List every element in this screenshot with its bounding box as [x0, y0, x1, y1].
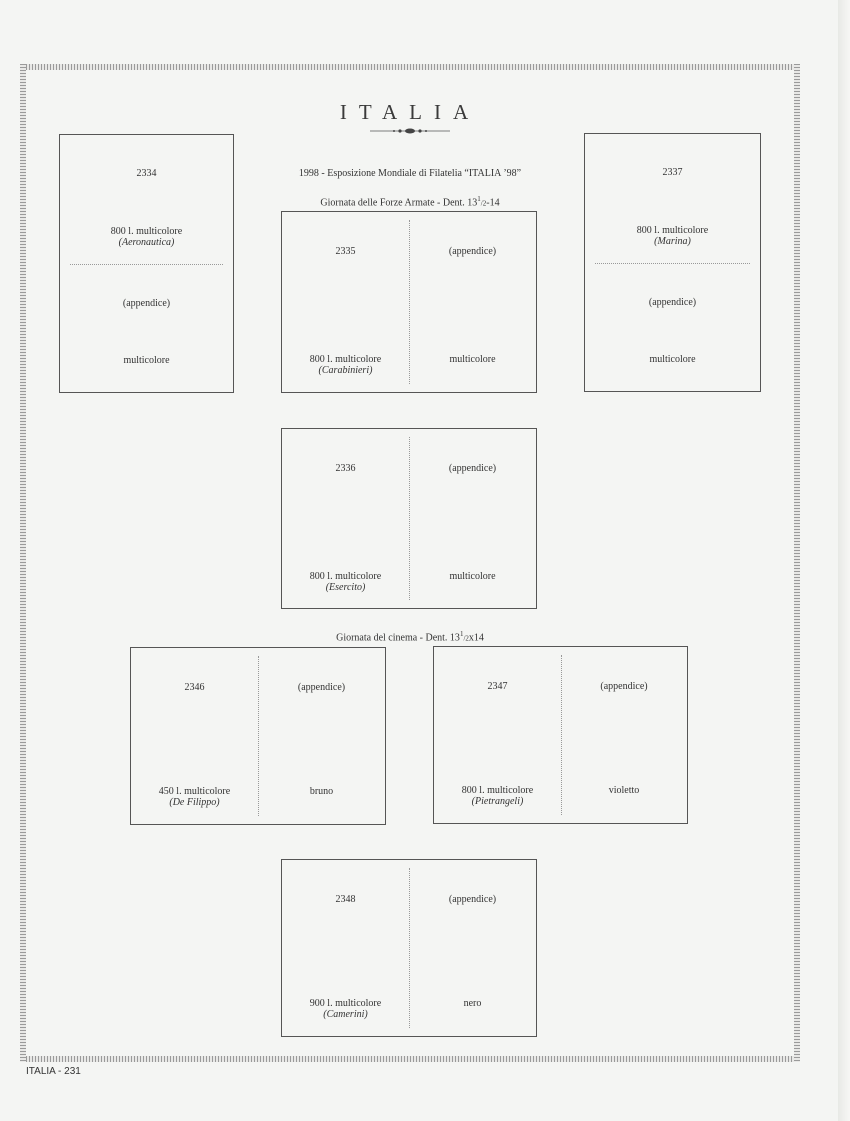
stamp-value: 900 l. multicolore (Camerini)	[282, 998, 409, 1020]
appendix-label: (appendice)	[448, 894, 497, 905]
appendix-color: multicolore	[123, 355, 170, 366]
stamp-slot-2348	[281, 859, 537, 1037]
frame-bottom	[20, 1056, 800, 1062]
stamp-value: 450 l. multicolore (De Filippo)	[131, 786, 258, 808]
stamp-subject: (De Filippo)	[169, 797, 220, 808]
stamp-number: 2334	[136, 168, 157, 179]
appendix-color: multicolore	[449, 354, 496, 365]
page-edge	[838, 0, 850, 1121]
stamp-slot-2347	[433, 646, 688, 824]
stamp-slot-2336	[281, 428, 537, 609]
heading-forze-armate: Giornata delle Forze Armate - Dent. $13^1/2-14$	[320, 195, 500, 209]
stamp-number: 2337	[662, 167, 683, 178]
stamp-subject: (Esercito)	[325, 582, 366, 593]
stamp-subject: (Carabinieri)	[318, 365, 373, 376]
stamp-slot-2334	[59, 134, 234, 393]
stamp-number: 2346	[184, 682, 205, 693]
divider	[595, 263, 750, 264]
heading-expo: 1998 - Esposizione Mondiale di Filatelia “ITALIA ’98”	[298, 168, 522, 179]
stamp-number: 2348	[335, 894, 356, 905]
stamp-slot-2337	[584, 133, 761, 392]
stamp-number: 2335	[335, 246, 356, 257]
stamp-subject: (Aeronautica)	[118, 237, 175, 248]
appendix-label: (appendice)	[297, 682, 346, 693]
stamp-subject: (Pietrangeli)	[471, 796, 524, 807]
appendix-label: (appendice)	[648, 297, 697, 308]
stamp-number: 2336	[335, 463, 356, 474]
stamp-value: 800 l. multicolore (Carabinieri)	[282, 354, 409, 376]
stamp-subject: (Marina)	[654, 236, 691, 247]
stamp-slot-2346	[130, 647, 386, 825]
stamp-value: 800 l. multicolore (Pietrangeli)	[434, 785, 561, 807]
appendix-label: (appendice)	[448, 463, 497, 474]
appendix-label: (appendice)	[448, 246, 497, 257]
heading-cinema: Giornata del cinema - Dent. $13^1/2x14$	[336, 630, 484, 644]
divider	[70, 264, 223, 265]
page-title: ITALIA	[339, 100, 481, 124]
appendix-color: violetto	[608, 785, 640, 796]
frame-right	[794, 64, 800, 1062]
stamp-value: 800 l. multicolore (Aeronautica)	[60, 226, 233, 248]
appendix-label: (appendice)	[600, 681, 648, 692]
stamp-number: 2347	[487, 681, 508, 692]
stamp-value: 800 l. multicolore (Esercito)	[282, 571, 409, 593]
frame-top	[20, 64, 800, 70]
appendix-color: multicolore	[449, 571, 496, 582]
frame-left	[20, 64, 26, 1062]
appendix-label: (appendice)	[122, 298, 171, 309]
stamp-value: 800 l. multicolore (Marina)	[585, 225, 760, 247]
appendix-color: bruno	[309, 786, 334, 797]
page-footer: ITALIA - 231	[26, 1066, 81, 1077]
ornament-icon	[370, 126, 450, 136]
appendix-color: multicolore	[649, 354, 696, 365]
stamp-subject: (Camerini)	[323, 1009, 368, 1020]
appendix-color: nero	[463, 998, 482, 1009]
stamp-slot-2335	[281, 211, 537, 393]
